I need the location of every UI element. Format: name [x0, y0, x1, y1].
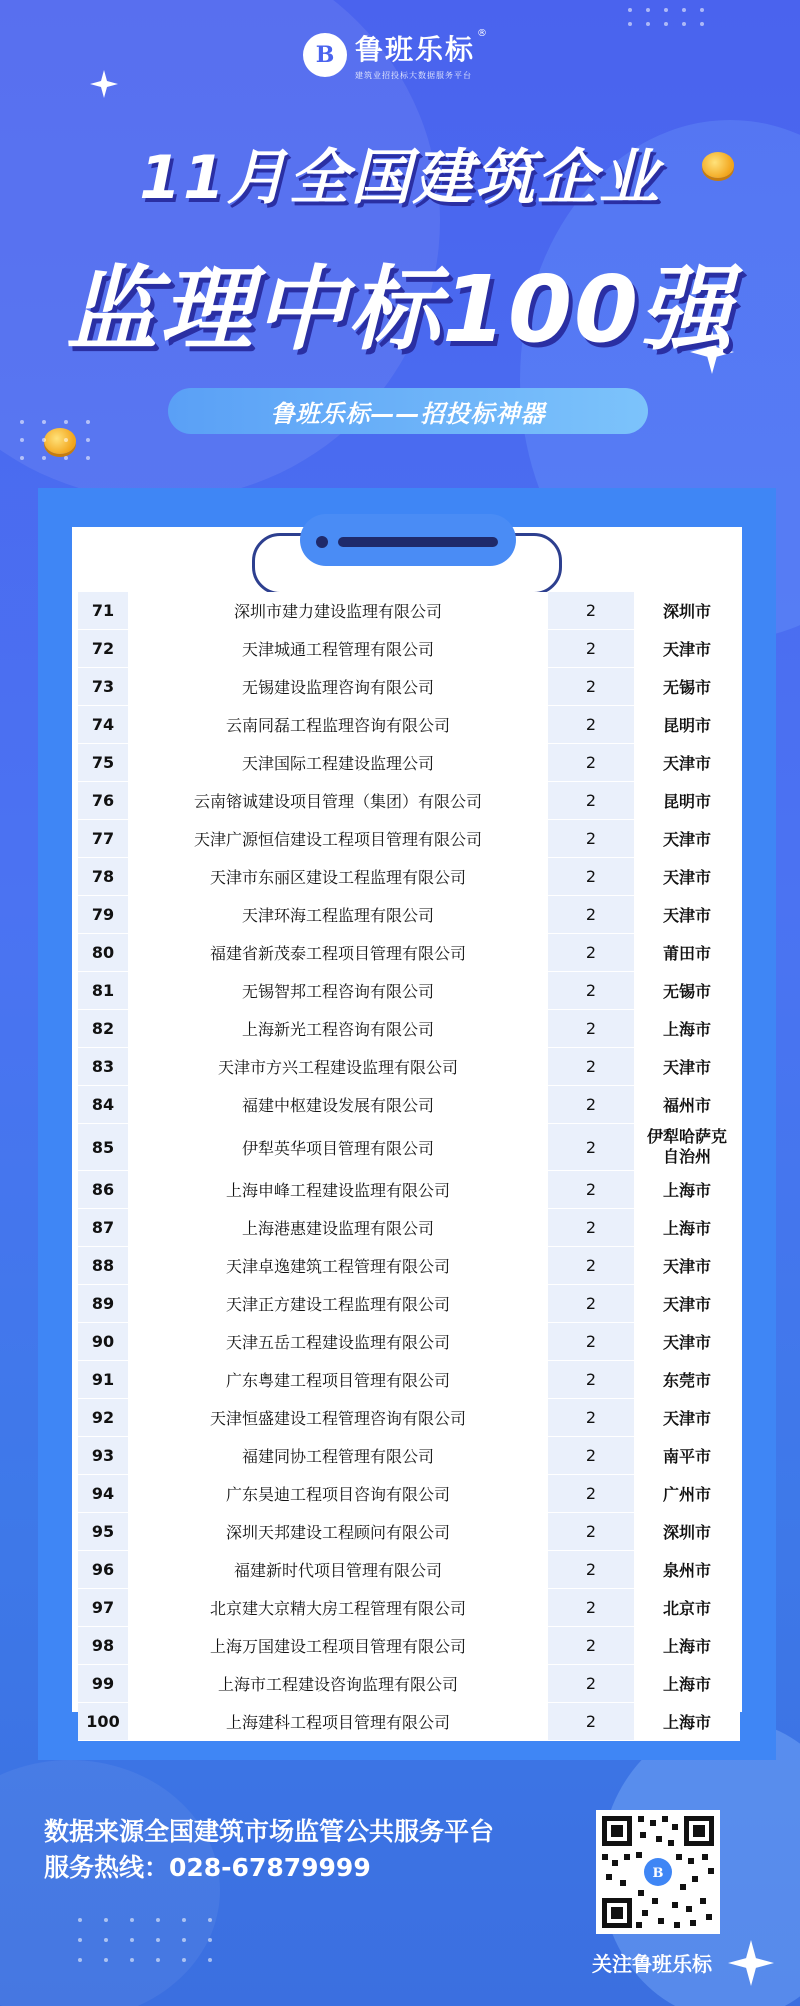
table-row: [78, 1513, 740, 1551]
city-cell: 天津市: [634, 820, 740, 858]
city-cell: 深圳市: [634, 592, 740, 630]
company-cell: 深圳天邦建设工程顾问有限公司: [128, 1513, 548, 1551]
table-row: [78, 1048, 740, 1086]
ranking-table: [78, 592, 740, 1741]
city-cell: 泉州市: [634, 1551, 740, 1589]
registered-mark: ®: [477, 28, 488, 39]
count-cell: 2: [548, 668, 634, 706]
table-row: [78, 934, 740, 972]
city-cell: 东莞市: [634, 1361, 740, 1399]
rank-cell: 82: [78, 1010, 128, 1048]
company-cell: 上海建科工程项目管理有限公司: [128, 1703, 548, 1741]
table-row: [78, 1551, 740, 1589]
company-cell: 天津恒盛建设工程管理咨询有限公司: [128, 1399, 548, 1437]
company-cell: 上海万国建设工程项目管理有限公司: [128, 1627, 548, 1665]
company-cell: 深圳市建力建设监理有限公司: [128, 592, 548, 630]
table-row: [78, 1665, 740, 1703]
rank-cell: 99: [78, 1665, 128, 1703]
city-cell: 天津市: [634, 630, 740, 668]
city-cell: 深圳市: [634, 1513, 740, 1551]
city-line: 自治州: [662, 1147, 711, 1166]
company-cell: 云南同磊工程监理咨询有限公司: [128, 706, 548, 744]
page-title-line1: 11月全国建筑企业: [139, 143, 661, 213]
table-row: [78, 1010, 740, 1048]
count-cell: 2: [548, 858, 634, 896]
rank-cell: 90: [78, 1323, 128, 1361]
slogan-banner: [168, 388, 648, 434]
city-cell: 南平市: [634, 1437, 740, 1475]
company-cell: 云南镕诚建设项目管理（集团）有限公司: [128, 782, 548, 820]
count-cell: 2: [548, 1209, 634, 1247]
city-cell: 无锡市: [634, 972, 740, 1010]
rank-cell: 83: [78, 1048, 128, 1086]
count-cell: 2: [548, 1703, 634, 1741]
rank-cell: 73: [78, 668, 128, 706]
dot-grid: [20, 420, 90, 460]
count-cell: 2: [548, 1086, 634, 1124]
table-row: [78, 1247, 740, 1285]
rank-cell: 74: [78, 706, 128, 744]
brand-tagline: 建筑业招投标大数据服务平台: [355, 71, 472, 80]
rank-cell: 95: [78, 1513, 128, 1551]
city-cell: 天津市: [634, 744, 740, 782]
company-cell: 天津五岳工程建设监理有限公司: [128, 1323, 548, 1361]
count-cell: 2: [548, 1285, 634, 1323]
city-cell: 天津市: [634, 1323, 740, 1361]
city-cell: 北京市: [634, 1589, 740, 1627]
count-cell: 2: [548, 1513, 634, 1551]
company-cell: 天津城通工程管理有限公司: [128, 630, 548, 668]
company-cell: 无锡建设监理咨询有限公司: [128, 668, 548, 706]
table-row: [78, 1086, 740, 1124]
table-row: [78, 858, 740, 896]
rank-cell: 100: [78, 1703, 128, 1741]
count-cell: 2: [548, 1048, 634, 1086]
count-cell: 2: [548, 1124, 634, 1171]
city-cell: 上海市: [634, 1627, 740, 1665]
city-cell: 天津市: [634, 1399, 740, 1437]
table-row: [78, 592, 740, 630]
city-cell: 上海市: [634, 1171, 740, 1209]
dot-grid: [78, 1918, 212, 1962]
company-cell: 广东粤建工程项目管理有限公司: [128, 1361, 548, 1399]
dot-grid: [628, 8, 704, 26]
rank-cell: 92: [78, 1399, 128, 1437]
rank-cell: 81: [78, 972, 128, 1010]
svg-text:B: B: [652, 1866, 664, 1881]
table-row: [78, 1361, 740, 1399]
company-cell: 广东昊迪工程项目咨询有限公司: [128, 1475, 548, 1513]
rank-cell: 87: [78, 1209, 128, 1247]
company-cell: 天津广源恒信建设工程项目管理有限公司: [128, 820, 548, 858]
count-cell: 2: [548, 1627, 634, 1665]
count-cell: 2: [548, 1323, 634, 1361]
rank-cell: 94: [78, 1475, 128, 1513]
tab-bar: [338, 537, 498, 547]
data-source-text: 数据来源全国建筑市场监管公共服务平台: [44, 1817, 495, 1846]
count-cell: 2: [548, 1665, 634, 1703]
table-row: [78, 1285, 740, 1323]
city-cell: 天津市: [634, 858, 740, 896]
count-cell: 2: [548, 1551, 634, 1589]
city-cell: 上海市: [634, 1010, 740, 1048]
count-cell: 2: [548, 744, 634, 782]
company-cell: 福建同协工程管理有限公司: [128, 1437, 548, 1475]
table-row: [78, 1627, 740, 1665]
table-row: [78, 1171, 740, 1209]
count-cell: 2: [548, 1010, 634, 1048]
table-row: [78, 630, 740, 668]
company-cell: 天津环海工程监理有限公司: [128, 896, 548, 934]
count-cell: 2: [548, 820, 634, 858]
company-cell: 福建省新茂泰工程项目管理有限公司: [128, 934, 548, 972]
slogan-text: 鲁班乐标——招投标神器: [270, 399, 546, 428]
table-row: [78, 820, 740, 858]
rank-cell: 97: [78, 1589, 128, 1627]
rank-cell: 78: [78, 858, 128, 896]
count-cell: 2: [548, 1399, 634, 1437]
rank-cell: 80: [78, 934, 128, 972]
city-cell: 天津市: [634, 1048, 740, 1086]
table-row: [78, 1209, 740, 1247]
count-cell: 2: [548, 592, 634, 630]
city-cell: 上海市: [634, 1209, 740, 1247]
count-cell: 2: [548, 1437, 634, 1475]
city-cell: 天津市: [634, 1247, 740, 1285]
brand-name: 鲁班乐标: [355, 33, 476, 66]
star-icon: [90, 70, 118, 98]
page-title-line2: 监理中标100强: [65, 256, 735, 363]
rank-cell: 77: [78, 820, 128, 858]
count-cell: 2: [548, 630, 634, 668]
rank-cell: 79: [78, 896, 128, 934]
table-row: [78, 706, 740, 744]
rank-cell: 75: [78, 744, 128, 782]
hotline-text: 服务热线：028-67879999: [44, 1853, 371, 1882]
company-cell: 伊犁英华项目管理有限公司: [128, 1124, 548, 1171]
city-line: 伊犁哈萨克: [646, 1127, 727, 1146]
city-cell: 上海市: [634, 1665, 740, 1703]
count-cell: 2: [548, 972, 634, 1010]
company-cell: 福建中枢建设发展有限公司: [128, 1086, 548, 1124]
rank-cell: 85: [78, 1124, 128, 1171]
company-cell: 天津市东丽区建设工程监理有限公司: [128, 858, 548, 896]
count-cell: 2: [548, 1361, 634, 1399]
rank-cell: 91: [78, 1361, 128, 1399]
table-row: [78, 1589, 740, 1627]
rank-cell: 86: [78, 1171, 128, 1209]
count-cell: 2: [548, 934, 634, 972]
city-cell: 昆明市: [634, 782, 740, 820]
table-row: [78, 1475, 740, 1513]
table-row: [78, 1437, 740, 1475]
count-cell: 2: [548, 1247, 634, 1285]
count-cell: 2: [548, 896, 634, 934]
qr-caption: 关注鲁班乐标: [592, 1952, 712, 1976]
city-cell: 福州市: [634, 1086, 740, 1124]
rank-cell: 76: [78, 782, 128, 820]
company-cell: 福建新时代项目管理有限公司: [128, 1551, 548, 1589]
company-cell: 天津市方兴工程建设监理有限公司: [128, 1048, 548, 1086]
rank-cell: 88: [78, 1247, 128, 1285]
city-cell: 天津市: [634, 1285, 740, 1323]
count-cell: 2: [548, 782, 634, 820]
city-cell: 莆田市: [634, 934, 740, 972]
rank-cell: 93: [78, 1437, 128, 1475]
count-cell: 2: [548, 1171, 634, 1209]
table-row: [78, 668, 740, 706]
company-cell: 上海市工程建设咨询监理有限公司: [128, 1665, 548, 1703]
rank-cell: 89: [78, 1285, 128, 1323]
count-cell: 2: [548, 1589, 634, 1627]
company-cell: 上海新光工程咨询有限公司: [128, 1010, 548, 1048]
company-cell: 北京建大京精大房工程管理有限公司: [128, 1589, 548, 1627]
rank-cell: 71: [78, 592, 128, 630]
company-cell: 无锡智邦工程咨询有限公司: [128, 972, 548, 1010]
table-row: [78, 1703, 740, 1741]
company-cell: 上海申峰工程建设监理有限公司: [128, 1171, 548, 1209]
company-cell: 天津正方建设工程监理有限公司: [128, 1285, 548, 1323]
city-cell: 昆明市: [634, 706, 740, 744]
star-icon: [728, 1940, 774, 1986]
rank-cell: 72: [78, 630, 128, 668]
qr-code-icon: [596, 1810, 720, 1934]
city-cell: 天津市: [634, 896, 740, 934]
city-cell: 无锡市: [634, 668, 740, 706]
rank-cell: 96: [78, 1551, 128, 1589]
table-row: [78, 744, 740, 782]
table-row: [78, 896, 740, 934]
company-cell: 天津卓逸建筑工程管理有限公司: [128, 1247, 548, 1285]
qr-pattern: [596, 1810, 720, 1934]
company-cell: 上海港惠建设监理有限公司: [128, 1209, 548, 1247]
table-row: [78, 972, 740, 1010]
company-cell: 天津国际工程建设监理公司: [128, 744, 548, 782]
tab-dot: [316, 536, 328, 548]
table-row: [78, 1399, 740, 1437]
rank-cell: 98: [78, 1627, 128, 1665]
city-cell: [634, 1124, 740, 1171]
table-row: [78, 1323, 740, 1361]
table-row: [78, 782, 740, 820]
rank-cell: 84: [78, 1086, 128, 1124]
count-cell: 2: [548, 1475, 634, 1513]
city-cell: 广州市: [634, 1475, 740, 1513]
city-cell: 上海市: [634, 1703, 740, 1741]
logo-icon: B: [303, 33, 347, 77]
count-cell: 2: [548, 706, 634, 744]
table-row: [78, 1124, 740, 1171]
brand-logo: [303, 28, 488, 81]
